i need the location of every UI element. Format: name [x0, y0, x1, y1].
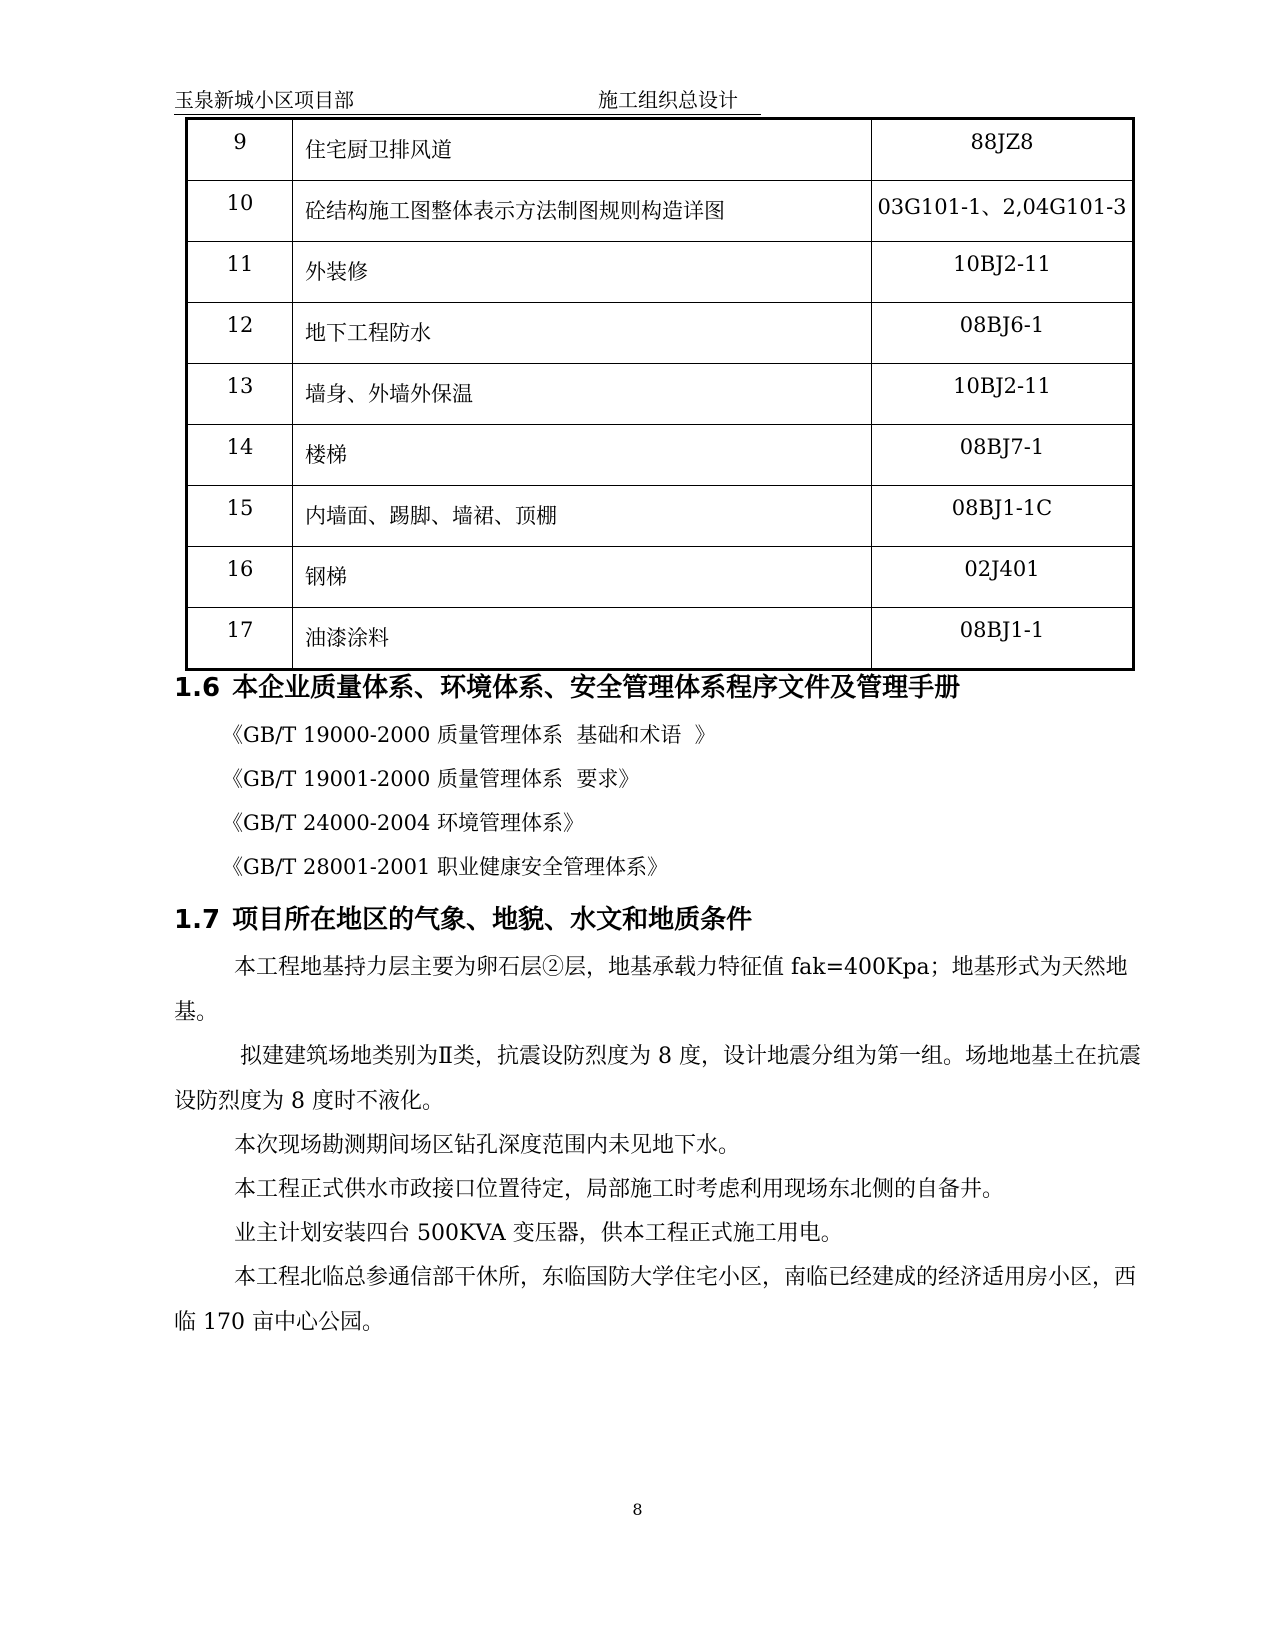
table-row [187, 181, 1134, 242]
row-number-cell: 11 [187, 242, 293, 303]
reference-item: 《GB/T 24000-2004 环境管理体系》 [222, 811, 584, 835]
standards-table [185, 117, 1135, 671]
reference-item: 《GB/T 19001-2000 质量管理体系 要求》 [222, 767, 640, 791]
standard-code-cell: 03G101-1、2,04G101-3 [872, 181, 1134, 242]
row-number-cell: 9 [187, 119, 293, 181]
standard-name-cell: 地下工程防水 [293, 303, 872, 364]
table-row [187, 608, 1134, 670]
section-heading-1-7 [174, 902, 752, 938]
section-title: 本企业质量体系、环境体系、安全管理体系程序文件及管理手册 [232, 673, 961, 703]
body-paragraph: 本次现场勘测期间场区钻孔深度范围内未见地下水。 [234, 1133, 741, 1158]
standard-code-cell: 10BJ2-11 [872, 364, 1134, 425]
row-number-cell: 10 [187, 181, 293, 242]
section-title: 项目所在地区的气象、地貌、水文和地质条件 [232, 905, 753, 935]
table-row [187, 547, 1134, 608]
body-paragraph: 业主计划安装四台 500KVA 变压器，供本工程正式施工用电。 [234, 1221, 843, 1246]
row-number-cell: 13 [187, 364, 293, 425]
standard-name-cell: 住宅厨卫排风道 [293, 119, 872, 181]
body-paragraph: 本工程正式供水市政接口位置待定，局部施工时考虑利用现场东北侧的自备井。 [234, 1177, 1005, 1202]
table-row [187, 119, 1134, 181]
standard-name-cell: 墙身、外墙外保温 [293, 364, 872, 425]
row-number-cell: 12 [187, 303, 293, 364]
table-row [187, 364, 1134, 425]
row-number-cell: 14 [187, 425, 293, 486]
header-project: 玉泉新城小区项目部 [174, 88, 354, 112]
section-heading-1-6 [174, 670, 960, 706]
row-number-cell: 17 [187, 608, 293, 670]
standard-name-cell: 内墙面、踢脚、墙裙、顶棚 [293, 486, 872, 547]
header-document-title: 施工组织总设计 [598, 88, 738, 112]
page-header [174, 86, 761, 115]
standard-name-cell: 外装修 [293, 242, 872, 303]
page-number: 8 [632, 1500, 643, 1519]
table-row [187, 486, 1134, 547]
body-paragraph: 本工程北临总参通信部干休所，东临国防大学住宅小区，南临已经建成的经济适用房小区，西临 170 亩中心公园。 [174, 1265, 1137, 1335]
standard-name-cell: 钢梯 [293, 547, 872, 608]
standard-code-cell: 02J401 [872, 547, 1134, 608]
standard-code-cell: 10BJ2-11 [872, 242, 1134, 303]
standard-code-cell: 88JZ8 [872, 119, 1134, 181]
standard-name-cell: 砼结构施工图整体表示方法制图规则构造详图 [293, 181, 872, 242]
table-row [187, 425, 1134, 486]
standard-code-cell: 08BJ1-1 [872, 608, 1134, 670]
row-number-cell: 16 [187, 547, 293, 608]
reference-item: 《GB/T 19000-2000 质量管理体系 基础和术语 》 [222, 723, 716, 747]
standard-name-cell: 油漆涂料 [293, 608, 872, 670]
table-row [187, 242, 1134, 303]
standard-name-cell: 楼梯 [293, 425, 872, 486]
body-paragraph: 本工程地基持力层主要为卵石层②层，地基承载力特征值 fak=400Kpa；地基形式为天然地基。 [174, 955, 1128, 1025]
reference-item: 《GB/T 28001-2001 职业健康安全管理体系》 [222, 855, 668, 879]
standard-code-cell: 08BJ7-1 [872, 425, 1134, 486]
standard-code-cell: 08BJ1-1C [872, 486, 1134, 547]
section-number: 1.6 [174, 673, 221, 703]
row-number-cell: 15 [187, 486, 293, 547]
standard-code-cell: 08BJ6-1 [872, 303, 1134, 364]
section-number: 1.7 [174, 905, 221, 935]
body-paragraph: 拟建建筑场地类别为Ⅱ类，抗震设防烈度为 8 度，设计地震分组为第一组。场地地基土在抗震设防烈度为 8 度时不液化。 [174, 1044, 1141, 1114]
table-row [187, 303, 1134, 364]
